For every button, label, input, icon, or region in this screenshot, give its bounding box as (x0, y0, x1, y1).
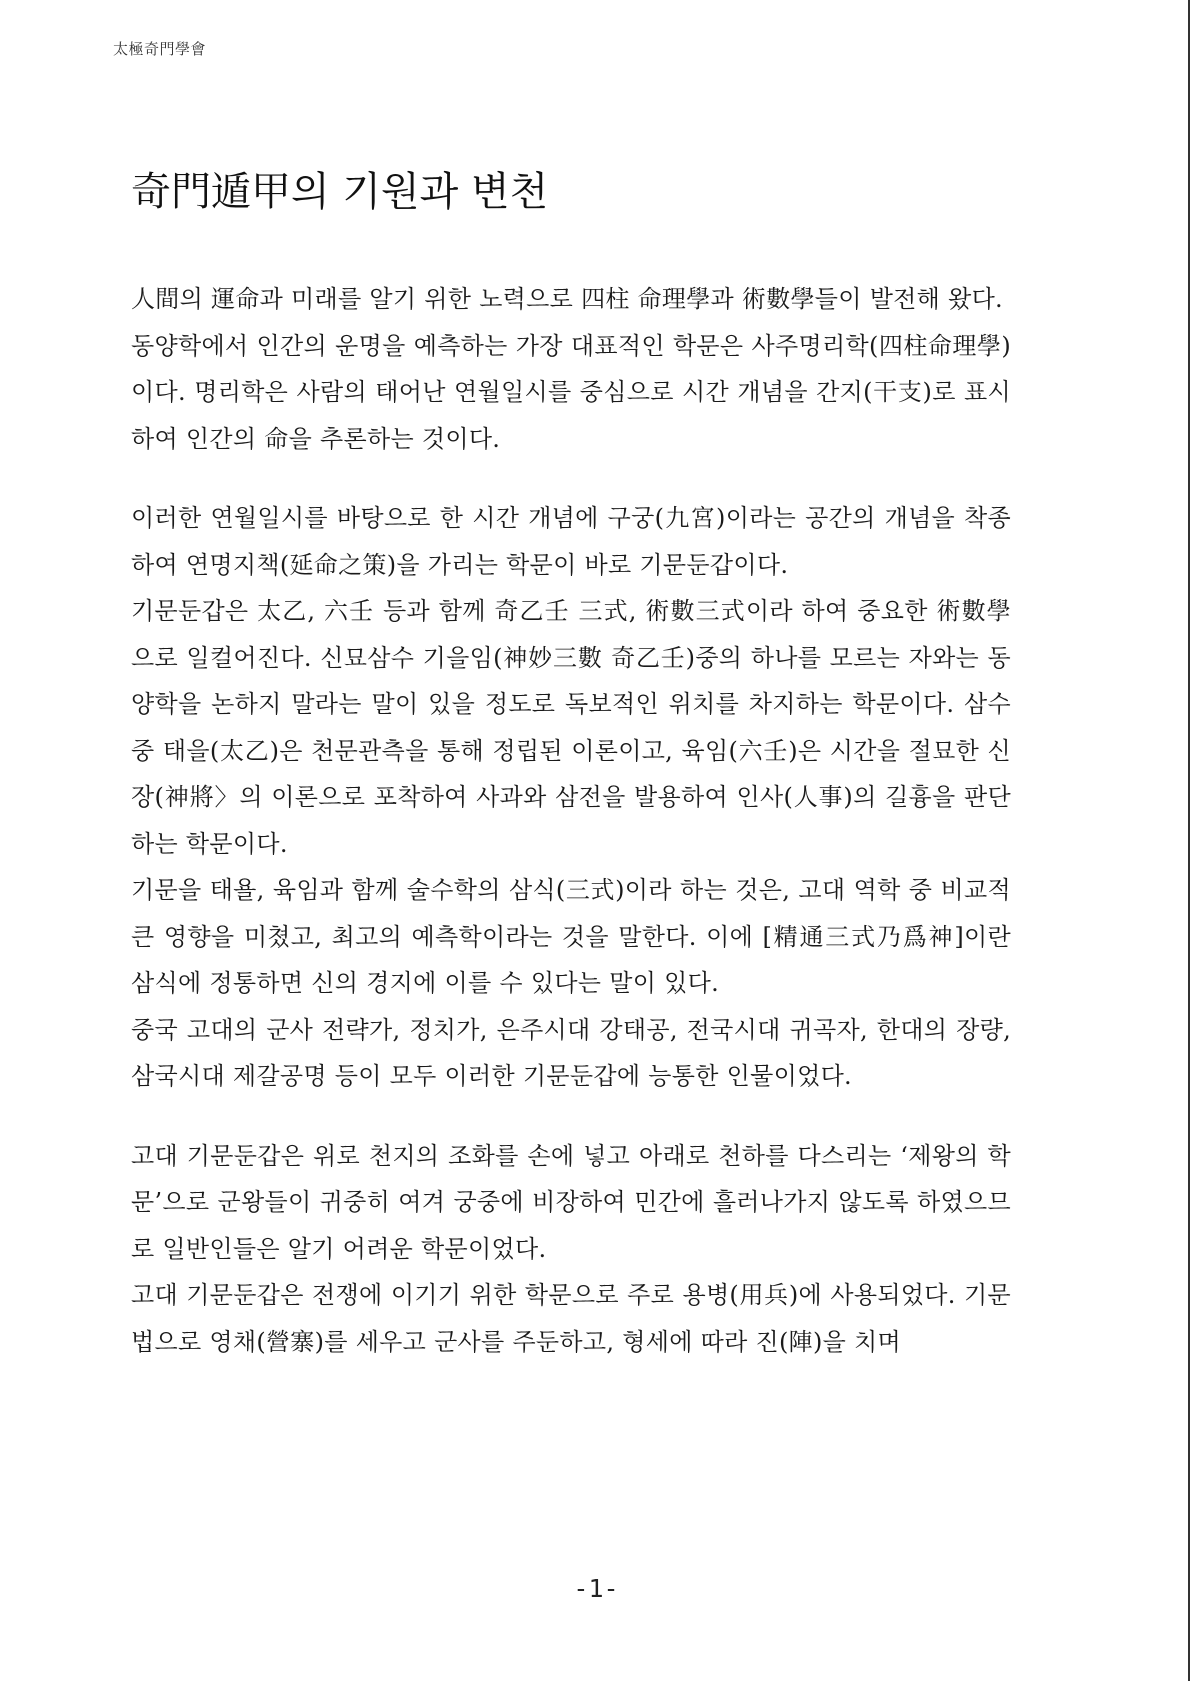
paragraph-military-use: 고대 기문둔갑은 전쟁에 이기기 위한 학문으로 주로 용병(用兵)에 사용되었다. 기문법으로 영채(營寨)를 세우고 군사를 주둔하고, 형세에 따라 진(陣)을 치며 (131, 1281, 1011, 1356)
page-header: 太極奇門學會 (113, 40, 207, 58)
paragraph-three-arts: 기문둔갑은 太乙, 六壬 등과 함께 奇乙壬 三式, 術數三式이라 하여 중요한 術數學으로 일컬어진다. 신묘삼수 기을임(神妙三數 奇乙壬)중의 하나를 모르는 자와는 동양학을 논하지 말라는 말이 있을 정도로 독보적인 위치를 차지하는 학문이다. 삼수 중 태을(太乙)은 천문관측을 통해 정립된 이론이고, 육임(六壬)은 시간을 절묘한 신장(神將〉의 이론으로 포착하여 사과와 삼전을 발용하여 인사(人事)의 길흉을 판단하는 학문이다. (131, 597, 1011, 858)
paragraph-royal-study: 고대 기문둔갑은 위로 천지의 조화를 손에 넣고 아래로 천하를 다스리는 ‘제왕의 학문’으로 군왕들이 귀중히 여겨 궁중에 비장하여 민간에 흘러나가지 않도록 하였으므로 일반인들은 알기 어려운 학문이었다. (131, 1141, 1011, 1263)
page-number: -1- (573, 1574, 619, 1603)
document-title: 奇門遁甲의 기원과 변천 (131, 169, 549, 215)
page-right-border (1188, 0, 1190, 1681)
paragraph-myeongri: 동양학에서 인간의 운명을 예측하는 가장 대표적인 학문은 사주명리학(四柱命理學)이다. 명리학은 사람의 태어난 연월일시를 중심으로 시간 개념을 간지(干支)로 표시하여 인간의 命을 추론하는 것이다. (131, 331, 1011, 453)
paragraph-intro: 人間의 運命과 미래를 알기 위한 노력으로 四柱 命理學과 術數學들이 발전해 왔다. (131, 285, 1003, 313)
paragraph-samsik: 기문을 태욜, 육임과 함께 술수학의 삼식(三式)이라 하는 것은, 고대 역학 중 비교적 큰 영향을 미쳤고, 최고의 예측학이라는 것을 말한다. 이에 [精通三式乃爲神]이란 삼식에 정통하면 신의 경지에 이를 수 있다는 말이 있다. (131, 876, 1011, 997)
paragraph-historical-figures: 중국 고대의 군사 전략가, 정치가, 은주시대 강태공, 전국시대 귀곡자, 한대의 장량, 삼국시대 제갈공명 등이 모두 이러한 기문둔갑에 능통한 인물이었다. (131, 1015, 1011, 1090)
paragraph-gumun-origin: 이러한 연월일시를 바탕으로 한 시간 개념에 구궁(九宮)이라는 공간의 개념을 착종하여 연명지책(延命之策)을 가리는 학문이 바로 기문둔갑이다. (131, 504, 1011, 579)
document-body (131, 276, 1011, 1365)
